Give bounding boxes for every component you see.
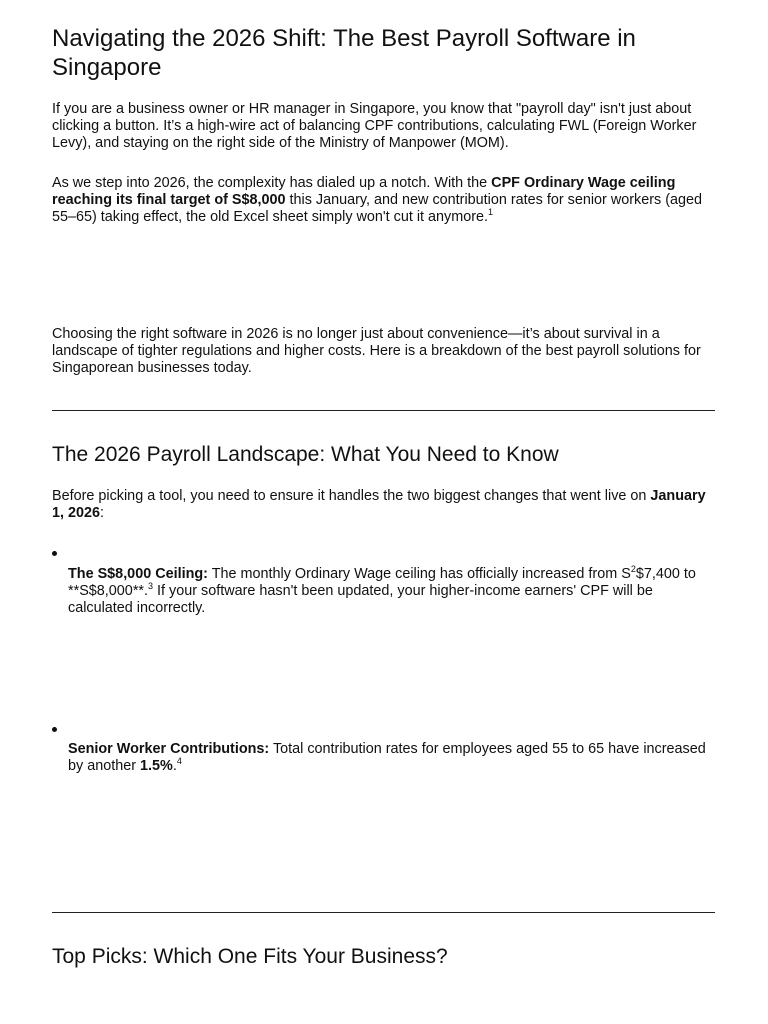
bullet-senior-text-1: Total contribution rates for employees aged 55 to 65 have increased by another	[68, 741, 706, 774]
bullet-senior-text-2: .	[172, 758, 177, 774]
intro-paragraph: If you are a business owner or HR manager in Singapore, you know that "payroll day" isn't just about clicking a button. It’s a high-wire act of balancing CPF contributions, calculating FWL (Foreign Worker Levy), and staying on the right side of the Ministry of Manpower (MOM).	[52, 101, 697, 151]
landscape-lead	[52, 488, 715, 522]
context-paragraph	[52, 175, 715, 226]
bullet-ceiling	[68, 566, 716, 617]
context-text-before: As we step into 2026, the complexity has dialed up a notch. With the	[52, 175, 492, 191]
choosing-paragraph: Choosing the right software in 2026 is no longer just about convenience—it’s about survival in a landscape of tighter regulations and higher costs. Here is a breakdown of the best payroll solutions for Singaporean businesses today.	[52, 326, 701, 376]
context-highlight: CPF Ordinary Wage ceiling reaching its final target of S$8,000	[52, 175, 676, 208]
footnote-1[interactable]: 1	[488, 207, 494, 218]
footnote-4[interactable]: 4	[176, 756, 182, 767]
bullet-senior-title: Senior Worker Contributions:	[68, 741, 270, 757]
bullet-senior	[68, 741, 716, 775]
section-divider	[52, 410, 715, 411]
bullet-ceiling-text-2: $7,400 to **S$8,000**.	[68, 566, 696, 599]
bullet-ceiling-text-3: If your software hasn't been updated, your higher-income earners' CPF will be calculated incorrectly.	[68, 583, 653, 616]
footnote-3[interactable]: 3	[148, 581, 154, 592]
top-picks-heading: Top Picks: Which One Fits Your Business?	[52, 945, 448, 968]
lead-date: January 1, 2026	[52, 488, 706, 521]
section-divider	[52, 912, 715, 913]
bullet-ceiling-title: The S$8,000 Ceiling:	[68, 566, 208, 582]
bullet-marker	[52, 727, 57, 732]
landscape-heading: The 2026 Payroll Landscape: What You Need to Know	[52, 443, 559, 466]
bullet-senior-rate: 1.5%	[140, 758, 173, 774]
footnote-2[interactable]: 2	[630, 564, 636, 575]
lead-text-after: :	[100, 505, 105, 521]
bullet-marker	[52, 551, 57, 556]
lead-text-before: Before picking a tool, you need to ensure it handles the two biggest changes that went live on	[52, 488, 651, 504]
context-text-after: this January, and new contribution rates for senior workers (aged 55–65) taking effect, the old Excel sheet simply won't cut it anymore.	[52, 192, 703, 225]
page-title: Navigating the 2026 Shift: The Best Payroll Software in Singapore	[52, 25, 636, 81]
bullet-ceiling-text-1: The monthly Ordinary Wage ceiling has officially increased from S	[207, 566, 631, 582]
